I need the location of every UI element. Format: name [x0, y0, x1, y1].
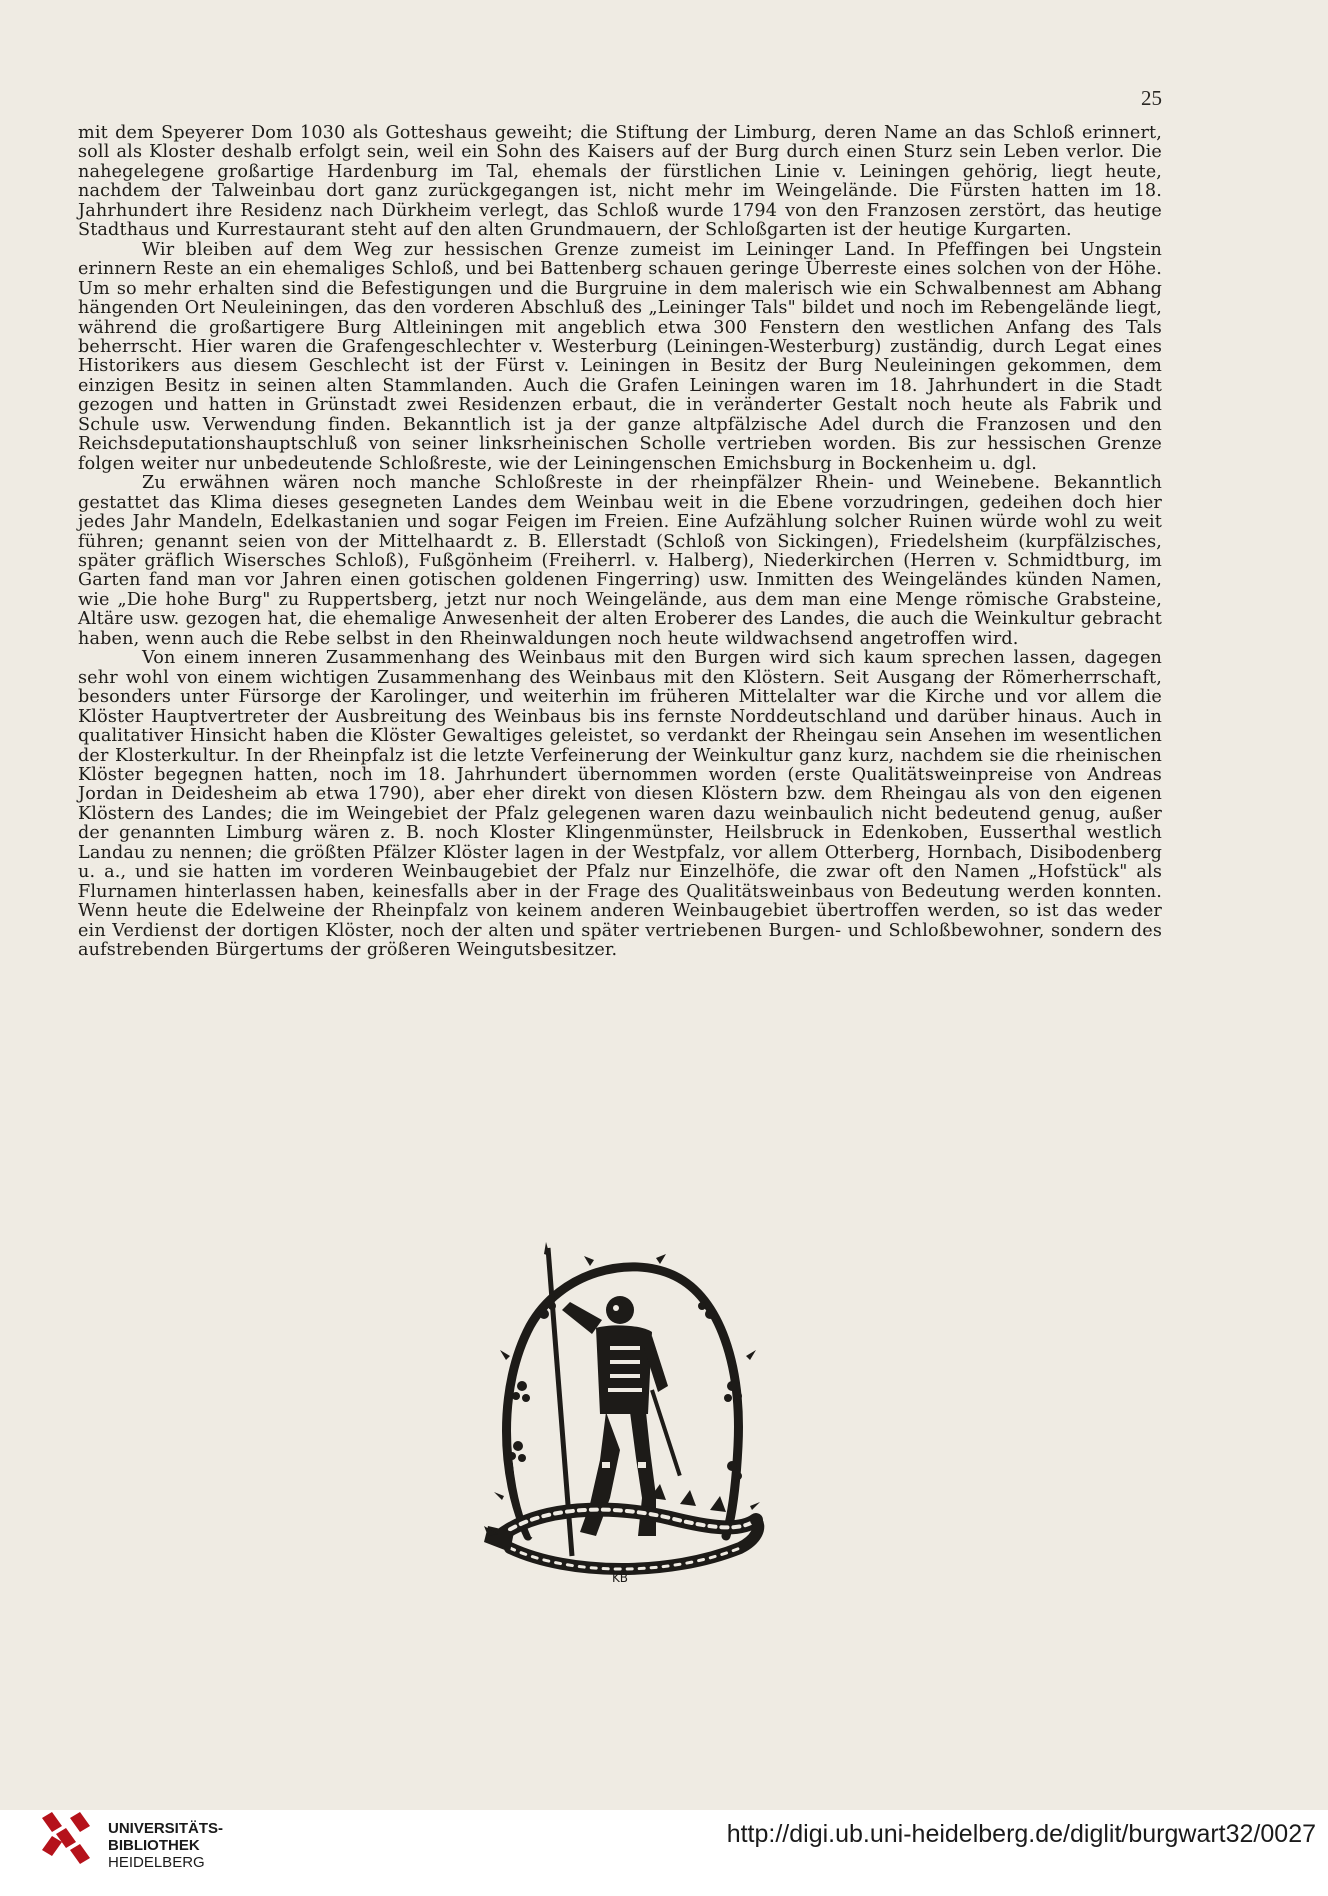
knight-dragon-illustration [470, 1236, 770, 1588]
paragraph-1: mit dem Speyerer Dom 1030 als Gotteshaus geweiht; die Stiftung der Limburg, deren Name an das Schloß erinnert, soll als Kloster deshalb erfolgt sein, weil ein Sohn des Kaisers auf der Burg durch einen Sturz sein Leben verlor. Die nahegelegene großartige Hardenburg im Tal, ehemals der fürstlichen Linie v. Leiningen gehörig, liegt heute, nachdem der Talweinbau dort ganz zurückgegangen ist, nicht mehr im Weingelände. Die Fürsten hatten im 18. Jahrhundert ihre Residenz nach Dürkheim verlegt, das Schloß wurde 1794 von den Franzosen zerstört, das heutige Stadthaus und Kurrestaurant steht auf den alten Grundmauern, der Schloßgarten ist der heutige Kurgarten. [78, 123, 1162, 241]
paragraph-4: Von einem inneren Zusammenhang des Weinbaus mit den Burgen wird sich kaum sprechen lassen, dagegen sehr wohl von einem wichtigen Zusammenhang des Weinbaus mit den Klöstern. Seit Ausgang der Römerherrschaft, besonders unter Fürsorge der Karolinger, und weiterhin im früheren Mittelalter war die Kirche und vor allem die Klöster Hauptvertreter der Ausbreitung des Weinbaus bis ins fernste Norddeutschland und darüber hinaus. Auch in qualitativer Hinsicht haben die Klöster Gewaltiges geleistet, so verdankt der Rheingau sein Ansehen im wesentlichen der Klosterkultur. In der Rheinpfalz ist die letzte Verfeinerung der Weinkultur ganz kurz, nachdem sie die rheinischen Klöster begegnen hatten, noch im 18. Jahrhundert übernommen worden (erste Qualitätsweinpreise von Andreas Jordan in Deidesheim ab etwa 1790), aber eher direkt von diesen Klöstern bzw. dem Rheingau als von den eigenen Klöstern des Landes; die im Weingebiet der Pfalz gelegenen waren dazu weinbaulich nicht bedeutend genug, außer der genannten Limburg wären z. B. noch Kloster Klingenmünster, Heilsbruck in Edenkoben, Eusserthal westlich Landau zu nennen; die größten Pfälzer Klöster lagen in der Westpfalz, vor allem Otterberg, Hornbach, Disibodenberg u. a., und sie hatten im vorderen Weinbaugebiet der Pfalz nur Einzelhöfe, die zwar oft den Namen „Hofstück" als Flurnamen hinterlassen haben, keinesfalls aber in der Frage des Qualitätsweinbaus von Bedeutung werden konnten. Wenn heute die Edelweine der Rheinpfalz von keinem anderen Weinbaugebiet übertroffen werden, so ist das weder ein Verdienst der dortigen Klöster, noch der alten und später vertriebenen Burgen- und Schloßbewohner, sondern des aufstrebenden Bürgertums der größeren Weingutsbesitzer. [78, 648, 1162, 961]
page-number: 25 [1141, 86, 1162, 110]
library-name-line-3: HEIDELBERG [108, 1854, 205, 1871]
body-text [78, 124, 1162, 960]
library-name-line-1: UNIVERSITÄTS- [108, 1820, 224, 1837]
library-name-line-2: BIBLIOTHEK [108, 1837, 200, 1854]
source-url[interactable]: http://digi.ub.uni-heidelberg.de/diglit/burgwart32/0027 [726, 1820, 1316, 1848]
monogram: KB [611, 1571, 629, 1585]
paragraph-2: Wir bleiben auf dem Weg zur hessischen Grenze zumeist im Leininger Land. In Pfeffingen bei Ungstein erinnern Reste an ein ehemaliges Schloß, und bei Battenberg schauen geringe Überreste eines solchen von der Höhe. Um so mehr erhalten sind die Befestigungen und die Burgruine in dem malerisch wie ein Schwalbennest am Abhang hängenden Ort Neuleiningen, das den vorderen Abschluß des „Leininger Tals" bildet und noch im Rebengelände liegt, während die großartigere Burg Altleiningen mit angeblich etwa 300 Fenstern den westlichen Anfang des Tals beherrscht. Hier waren die Grafengeschlechter v. Westerburg (Leiningen-Westerburg) zuständig, durch Legat eines Historikers aus diesem Geschlecht ist der Fürst v. Leiningen in Besitz der Burg Neuleiningen gekommen, dem einzigen Besitz in seinen alten Stammlanden. Auch die Grafen Leiningen waren im 18. Jahrhundert in die Stadt gezogen und hatten in Grünstadt zwei Residenzen erbaut, die in veränderter Gestalt noch heute als Fabrik und Schule usw. Verwendung finden. Bekanntlich ist ja der ganze altpfälzische Adel durch die Franzosen und den Reichsdeputationshauptschluß von seiner linksrheinischen Scholle vertrieben worden. Bis zur hessischen Grenze folgen weiter nur unbedeutende Schloßreste, wie der Leiningenschen Emichsburg in Bockenheim u. dgl. [78, 239, 1162, 474]
paragraph-3: Zu erwähnen wären noch manche Schloßreste in der rheinpfälzer Rhein- und Weinebene. Bekanntlich gestattet das Klima dieses gesegneten Landes dem Weinbau weit in die Ebene vorzudringen, gedeihen doch hier jedes Jahr Mandeln, Edelkastanien und sogar Feigen im Freien. Eine Aufzählung solcher Ruinen würde wohl zu weit führen; genannt seien von der Mittelhaardt z. B. Ellerstadt (Schloß von Sickingen), Friedelsheim (kurpfälzisches, später gräflich Wisersches Schloß), Fußgönheim (Freiherrl. v. Halberg), Niederkirchen (Herren v. Schmidtburg, im Garten fand man vor Jahren einen gotischen goldenen Fingerring) usw. Inmitten des Weingeländes künden Namen, wie „Die hohe Burg" zu Ruppertsberg, jetzt nur noch Weingelände, aus dem man eine Menge römische Grabsteine, Altäre usw. gezogen hat, die ehemalige Anwesenheit der alten Eroberer des Landes, die auch die Weinkultur gebracht haben, wenn auch die Rebe selbst in den Rheinwaldungen noch heute wildwachsend angetroffen wird. [78, 473, 1162, 649]
university-library-logo-icon [36, 1808, 96, 1874]
library-name [108, 1820, 223, 1871]
